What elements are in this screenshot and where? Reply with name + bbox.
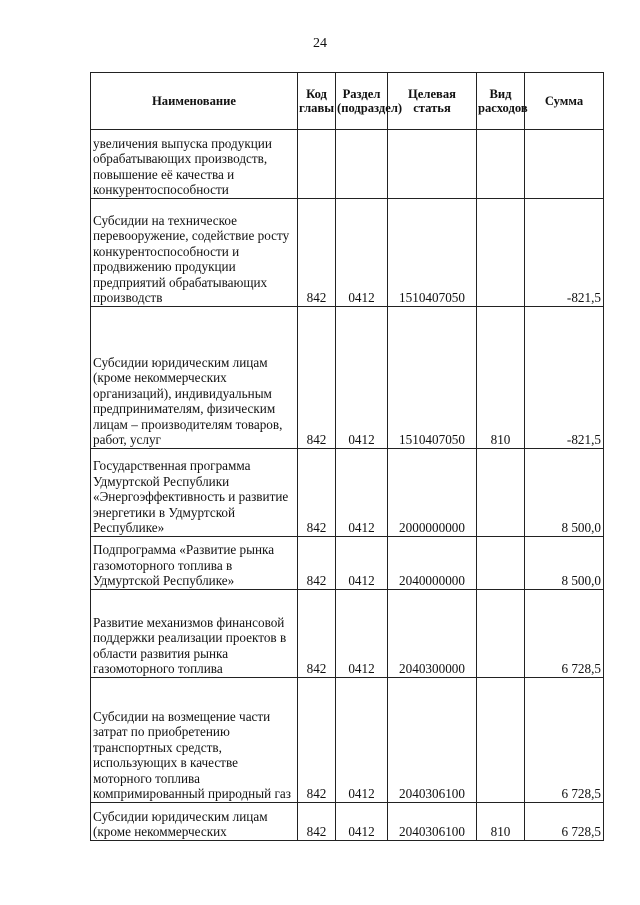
row-target: 2040306100 — [388, 803, 477, 841]
header-code: Код главы — [298, 73, 336, 130]
row-target: 2000000000 — [388, 449, 477, 537]
table-row — [91, 590, 604, 678]
row-name: Субсидии на техническое перевооружение, содействие росту конкурентоспособности и продвижению продукции предприятий обрабатывающих производств — [91, 199, 298, 307]
row-code: 842 — [298, 199, 336, 307]
row-target: 1510407050 — [388, 199, 477, 307]
row-type — [477, 130, 525, 199]
row-sum — [525, 130, 604, 199]
row-sum: 8 500,0 — [525, 537, 604, 590]
row-name: Субсидии на возмещение части затрат по приобретению транспортных средств, использующих в качестве моторного топлива компримированный природный газ — [91, 678, 298, 803]
row-type — [477, 590, 525, 678]
budget-table — [90, 72, 604, 841]
row-sum: 6 728,5 — [525, 678, 604, 803]
row-sum: 6 728,5 — [525, 590, 604, 678]
row-target — [388, 130, 477, 199]
row-target: 1510407050 — [388, 307, 477, 449]
row-sum: 6 728,5 — [525, 803, 604, 841]
row-section: 0412 — [336, 307, 388, 449]
row-section: 0412 — [336, 449, 388, 537]
row-code — [298, 130, 336, 199]
header-type: Вид расходов — [477, 73, 525, 130]
row-target: 2040000000 — [388, 537, 477, 590]
row-type: 810 — [477, 803, 525, 841]
header-section: Раздел (подраздел) — [336, 73, 388, 130]
row-sum: -821,5 — [525, 199, 604, 307]
row-code: 842 — [298, 678, 336, 803]
row-name: Государственная программа Удмуртской Республики «Энергоэффективность и развитие энергетики в Удмуртской Республике» — [91, 449, 298, 537]
table-row — [91, 449, 604, 537]
row-code: 842 — [298, 590, 336, 678]
row-name: Субсидии юридическим лицам (кроме некоммерческих — [91, 803, 298, 841]
row-name: Развитие механизмов финансовой поддержки реализации проектов в области развития рынка газомоторного топлива — [91, 590, 298, 678]
row-section — [336, 130, 388, 199]
row-code: 842 — [298, 537, 336, 590]
row-name: Субсидии юридическим лицам (кроме некоммерческих организаций), индивидуальным предпринимателям, физическим лицам – производителям товаров, работ, услуг — [91, 307, 298, 449]
table-header-row — [91, 73, 604, 130]
row-target: 2040300000 — [388, 590, 477, 678]
table-row — [91, 537, 604, 590]
row-name: увеличения выпуска продукции обрабатывающих производств, повышение её качества и конкурентоспособности — [91, 130, 298, 199]
table-row — [91, 130, 604, 199]
row-type — [477, 199, 525, 307]
row-name: Подпрограмма «Развитие рынка газомоторного топлива в Удмуртской Республике» — [91, 537, 298, 590]
row-type: 810 — [477, 307, 525, 449]
row-sum: 8 500,0 — [525, 449, 604, 537]
table-row — [91, 803, 604, 841]
header-sum: Сумма — [525, 73, 604, 130]
row-type — [477, 449, 525, 537]
header-target: Целевая статья — [388, 73, 477, 130]
row-section: 0412 — [336, 537, 388, 590]
row-code: 842 — [298, 803, 336, 841]
page-number: 24 — [313, 36, 327, 51]
row-section: 0412 — [336, 803, 388, 841]
row-sum: -821,5 — [525, 307, 604, 449]
row-code: 842 — [298, 307, 336, 449]
row-section: 0412 — [336, 590, 388, 678]
row-section: 0412 — [336, 199, 388, 307]
row-type — [477, 537, 525, 590]
header-name: Наименование — [91, 73, 298, 130]
row-code: 842 — [298, 449, 336, 537]
table-row — [91, 199, 604, 307]
row-target: 2040306100 — [388, 678, 477, 803]
row-type — [477, 678, 525, 803]
table-row — [91, 307, 604, 449]
row-section: 0412 — [336, 678, 388, 803]
table-row — [91, 678, 604, 803]
